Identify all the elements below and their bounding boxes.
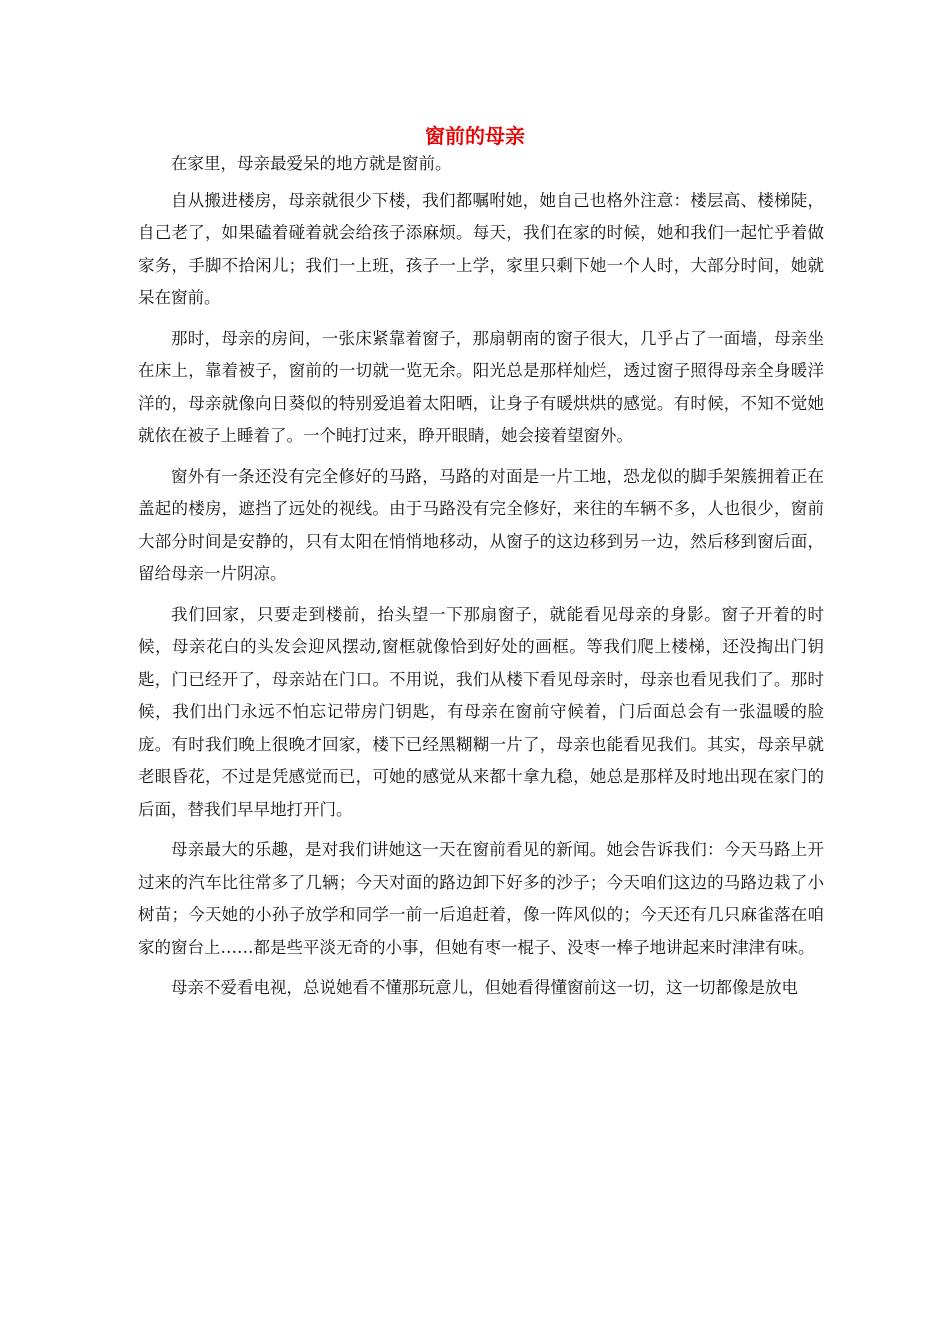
paragraph-3: 那时，母亲的房间，一张床紧靠着窗子，那扇朝南的窗子很大，几乎占了一面墙，母亲坐在床上，靠着被子，窗前的一切就一览无余。阳光总是那样灿烂，透过窗子照得母亲全身暖洋洋的，母亲就像向日葵似的特别爱追着太阳晒，让身子有暖烘烘的感觉。有时候，不知不觉她就依在被子上睡着了。一个盹打过来，睁开眼睛，她会接着望窗外。 [138, 328, 824, 445]
document-title: 窗前的母亲 [425, 124, 525, 148]
paragraph-6: 母亲最大的乐趣，是对我们讲她这一天在窗前看见的新闻。她会告诉我们：今天马路上开过来的汽车比往常多了几辆；今天对面的路边卸下好多的沙子；今天咱们这边的马路边栽了小树苗；今天她的小孙子放学和同学一前一后追赶着，像一阵风似的；今天还有几只麻雀落在咱家的窗台上……都是些平淡无奇的小事，但她有枣一棍子、没枣一棒子地讲起来时津津有味。 [138, 840, 824, 957]
document-body [138, 148, 824, 1013]
paragraph-4: 窗外有一条还没有完全修好的马路，马路的对面是一片工地，恐龙似的脚手架簇拥着正在盖起的楼房，遮挡了远处的视线。由于马路没有完全修好，来往的车辆不多，人也很少，窗前大部分时间是安静的，只有太阳在悄悄地移动，从窗子的这边移到另一边，然后移到窗后面，留给母亲一片阴凉。 [138, 466, 824, 583]
paragraph-2: 自从搬进楼房，母亲就很少下楼，我们都嘱咐她，她自己也格外注意：楼层高、楼梯陡，自己老了，如果磕着碰着就会给孩子添麻烦。每天，我们在家的时候，她和我们一起忙乎着做家务，手脚不拾闲儿；我们一上班，孩子一上学，家里只剩下她一个人时，大部分时间，她就呆在窗前。 [138, 190, 824, 307]
paragraph-5: 我们回家，只要走到楼前，抬头望一下那扇窗子，就能看见母亲的身影。窗子开着的时候，母亲花白的头发会迎风摆动,窗框就像恰到好处的画框。等我们爬上楼梯，还没掏出门钥匙，门已经开了，母亲站在门口。不用说，我们从楼下看见母亲时，母亲也看见我们了。那时候，我们出门永远不怕忘记带房门钥匙，有母亲在窗前守候着，门后面总会有一张温暖的脸庞。有时我们晚上很晚才回家，楼下已经黑糊糊一片了，母亲也能看见我们。其实，母亲早就老眼昏花，不过是凭感觉而已，可她的感觉从来都十拿九稳，她总是那样及时地出现在家门的后面，替我们早早地打开门。 [138, 604, 824, 819]
paragraph-7: 母亲不爱看电视，总说她看不懂那玩意儿，但她看得懂窗前这一切，这一切都像是放电 [171, 978, 798, 997]
paragraph-1: 在家里，母亲最爱呆的地方就是窗前。 [171, 154, 452, 173]
